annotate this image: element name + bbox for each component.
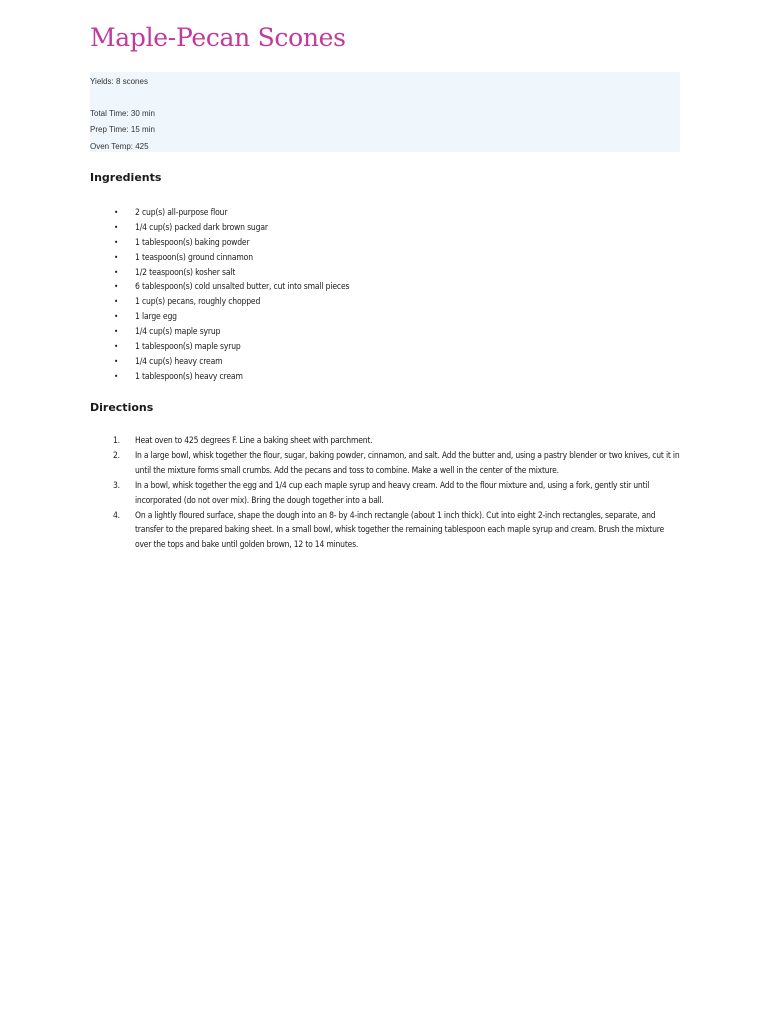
step-number: 2. bbox=[113, 450, 120, 461]
ingredient-item bbox=[90, 295, 680, 310]
ingredient-item bbox=[90, 251, 680, 266]
ingredient-item bbox=[90, 355, 680, 370]
yields-text: Yields: 8 scones bbox=[90, 77, 148, 86]
ingredient-text: 1 tablespoon(s) heavy cream bbox=[135, 371, 243, 382]
ingredient-item bbox=[90, 340, 680, 355]
direction-step bbox=[90, 449, 680, 479]
bullet-icon: • bbox=[114, 222, 119, 232]
step-text: Heat oven to 425 degrees F. Line a baking sheet with parchment. bbox=[135, 436, 373, 446]
ingredient-item bbox=[90, 236, 680, 251]
bullet-icon: • bbox=[114, 312, 119, 322]
step-number: 4. bbox=[113, 510, 120, 521]
step-text: On a lightly floured surface, shape the dough into an 8- by 4-inch rectangle (about 1 inch thick). Cut into eight 2-inch rectangles, separate, and transfer to the prepared baking sheet. In a small bowl, whisk together the remaining tablespoon each maple syrup and cream. Brush the mixture over the tops and bake until golden brown, 12 to 14 minutes. bbox=[135, 510, 664, 551]
ingredient-text: 1/4 cup(s) packed dark brown sugar bbox=[135, 222, 268, 233]
bullet-icon: • bbox=[114, 267, 119, 277]
bullet-icon: • bbox=[114, 342, 119, 352]
prep-time-text: Prep Time: 15 min bbox=[90, 125, 155, 134]
recipe-page bbox=[90, 0, 680, 551]
bullet-icon: • bbox=[114, 282, 119, 292]
ingredient-text: 2 cup(s) all-purpose flour bbox=[135, 208, 228, 218]
ingredient-item bbox=[90, 206, 680, 221]
ingredient-text: 6 tablespoon(s) cold unsalted butter, cut into small pieces bbox=[135, 282, 350, 293]
step-text: In a bowl, whisk together the egg and 1/4 cup each maple syrup and heavy cream. Add to the flour mixture and, using a fork, gently stir until incorporated (do not over mix). Bring the dough together into a ball. bbox=[135, 480, 650, 506]
bullet-icon: • bbox=[114, 371, 119, 381]
ingredient-item bbox=[90, 221, 680, 236]
ingredients-list bbox=[90, 206, 680, 385]
bullet-icon: • bbox=[114, 237, 119, 247]
step-number: 1. bbox=[113, 436, 120, 446]
bullet-icon: • bbox=[114, 327, 119, 337]
direction-step bbox=[90, 509, 680, 554]
bullet-icon: • bbox=[114, 297, 119, 307]
ingredient-text: 1 tablespoon(s) baking powder bbox=[135, 237, 250, 248]
total-time-text: Total Time: 30 min bbox=[90, 109, 155, 118]
direction-step bbox=[90, 434, 680, 449]
ingredient-item bbox=[90, 310, 680, 325]
ingredient-text: 1/4 cup(s) heavy cream bbox=[135, 356, 223, 367]
ingredient-text: 1 large egg bbox=[135, 312, 177, 323]
recipe-title: Maple-Pecan Scones bbox=[90, 23, 346, 52]
step-number: 3. bbox=[113, 480, 120, 491]
ingredient-text: 1 cup(s) pecans, roughly chopped bbox=[135, 297, 261, 308]
ingredient-text: 1 teaspoon(s) ground cinnamon bbox=[135, 252, 253, 263]
ingredient-text: 1 tablespoon(s) maple syrup bbox=[135, 342, 241, 353]
ingredient-item bbox=[90, 370, 680, 385]
ingredient-item bbox=[90, 325, 680, 340]
ingredient-text: 1/2 teaspoon(s) kosher salt bbox=[135, 267, 236, 278]
directions-heading: Directions bbox=[90, 401, 154, 414]
bullet-icon: • bbox=[114, 356, 119, 366]
ingredients-heading: Ingredients bbox=[90, 171, 162, 184]
bullet-icon: • bbox=[114, 208, 119, 217]
directions-list bbox=[90, 434, 680, 553]
recipe-info-box bbox=[90, 72, 680, 152]
ingredient-text: 1/4 cup(s) maple syrup bbox=[135, 327, 221, 338]
step-text: In a large bowl, whisk together the flour, sugar, baking powder, cinnamon, and salt. Add the butter and, using a pastry blender or two knives, cut it in until the mixture forms small crumbs. Add the pecans and toss to combine. Make a well in the center of the mixture. bbox=[135, 450, 680, 476]
ingredient-item bbox=[90, 280, 680, 295]
bullet-icon: • bbox=[114, 252, 119, 262]
ingredient-item bbox=[90, 266, 680, 281]
direction-step bbox=[90, 479, 680, 509]
oven-temp-text: Oven Temp: 425 bbox=[90, 142, 149, 151]
